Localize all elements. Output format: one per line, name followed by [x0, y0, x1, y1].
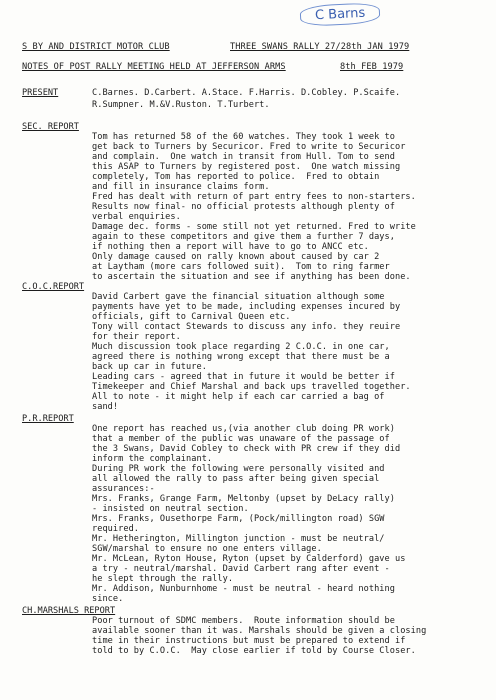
header-title-left: S BY AND DISTRICT MOTOR CLUB: [22, 42, 170, 52]
pr-line: Mrs. Franks, Grange Farm, Meltonby (upset by DeLacy rally): [92, 494, 395, 504]
pr-line: Mrs. Franks, Ousethorpe Farm, (Pock/millington road) SGW: [92, 514, 385, 524]
section-body-ch-marshals-report: [92, 616, 484, 656]
section-body-coc-report: [92, 292, 484, 412]
present-line-1: C.Barnes. D.Carbert. A.Stace. F.Harris. D.Cobley. P.Scaife.: [92, 88, 401, 98]
coc-line: agreed there is nothing wrong except that there must be a: [92, 352, 390, 362]
sec-line: verbal enquiries.: [92, 212, 181, 222]
section-body-sec-report: [92, 132, 484, 282]
coc-line: All to note - it might help if each car carried a bag of: [92, 392, 385, 402]
pr-line: that a member of the public was unaware of the passage of: [92, 434, 390, 444]
sec-line: get back to Turners by Securicor. Fred to write to Securicor: [92, 142, 406, 152]
pr-line: required.: [92, 524, 140, 534]
pr-line: Mr. Hetherington, Millington junction - must be neutral/: [92, 534, 385, 544]
section-label-sec-report: SEC. REPORT: [22, 122, 79, 132]
sec-line: to ascertain the situation and see if anything has been done.: [92, 272, 411, 282]
coc-line: Much discussion took place regarding 2 C.O.C. in one car,: [92, 342, 390, 352]
coc-line: David Carbert gave the financial situation although some: [92, 292, 385, 302]
header-title-right: THREE SWANS RALLY 27/28th JAN 1979: [230, 42, 410, 52]
sec-line: completely, Tom has reported to police. Fred to obtain: [92, 172, 380, 182]
sec-line: Only damage caused on rally known about caused by car 2: [92, 252, 380, 262]
section-label-ch-marshals-report: CH.MARSHALS REPORT: [22, 606, 116, 616]
pr-line: a try - neutral/marshal. David Carbert rang after event -: [92, 564, 390, 574]
pr-line: since.: [92, 594, 124, 604]
section-label-pr-report: P.R.REPORT: [22, 414, 74, 424]
sec-line: Tom has returned 58 of the 60 watches. They took 1 week to: [92, 132, 395, 142]
pr-line: Mr. Addison, Nunburnhome - must be neutral - heard nothing: [92, 584, 395, 594]
coc-line: Leading cars - agreed that in future it would be better if: [92, 372, 395, 382]
sec-line: this ASAP to Turners by registered post. One watch missing: [92, 162, 401, 172]
coc-line: Tony will contact Stewards to discuss any info. they reuire: [92, 322, 401, 332]
pr-line: inform the complainant.: [92, 454, 213, 464]
coc-line: for their report.: [92, 332, 181, 342]
sec-line: again to these competitors and give them a further 7 days,: [92, 232, 395, 242]
sec-line: and fill in insurance claims form.: [92, 182, 270, 192]
pr-line: the 3 Swans, David Cobley to check with PR crew if they did: [92, 444, 401, 454]
pr-line: he slept through the rally.: [92, 574, 234, 584]
marshals-line: Poor turnout of SDMC members. Route information should be: [92, 616, 395, 626]
pr-line: - insisted on neutral section.: [92, 504, 249, 514]
pr-line: SGW/marshal to ensure no one enters village.: [92, 544, 322, 554]
header-subtitle-left: NOTES OF POST RALLY MEETING HELD AT JEFFERSON ARMS: [22, 62, 286, 72]
present-label: PRESENT: [22, 88, 59, 98]
pr-line: all allowed the rally to pass after being given special: [92, 474, 380, 484]
coc-line: officials, gift to Carnival Queen etc.: [92, 312, 291, 322]
coc-line: payments have yet to be made, including expenses incured by: [92, 302, 401, 312]
sec-line: at Laytham (more cars followed suit). Tom to ring farmer: [92, 262, 390, 272]
coc-line: sand!: [92, 402, 119, 412]
section-label-coc-report: C.O.C.REPORT: [22, 282, 85, 292]
sec-line: and complain. One watch in transit from Hull. Tom to send: [92, 152, 395, 162]
coc-line: Timekeeper and Chief Marshal and back ups travelled together.: [92, 382, 411, 392]
pr-line: During PR work the following were personally visited and: [92, 464, 385, 474]
marshals-line: told to by C.O.C. May close earlier if told by Course Closer.: [92, 646, 416, 656]
pr-line: One report has reached us,(via another club doing PR work): [92, 424, 395, 434]
sec-line: Fred has dealt with return of part entry fees to non-starters.: [92, 192, 416, 202]
marshals-line: available sooner than it was. Marshals should be given a closing: [92, 626, 427, 636]
marshals-line: time in their instructions but must be prepared to extend if: [92, 636, 406, 646]
sec-line: Results now final- no official protests although plenty of: [92, 202, 395, 212]
pr-line: Mr. McLean, Ryton House, Ryton (upset by Calderford) gave us: [92, 554, 406, 564]
sec-line: Damage dec. forms - some still not yet returned. Fred to write: [92, 222, 416, 232]
present-line-2: R.Sumpner. M.&V.Ruston. T.Turbert.: [92, 100, 270, 110]
sec-line: if nothing then a report will have to go to ANCC etc.: [92, 242, 369, 252]
pr-line: assurances:-: [92, 484, 155, 494]
header-subtitle-right: 8th FEB 1979: [340, 62, 404, 72]
handwritten-annotation: C Barns: [300, 2, 381, 27]
coc-line: back up car in future.: [92, 362, 207, 372]
section-body-pr-report: [92, 424, 484, 604]
